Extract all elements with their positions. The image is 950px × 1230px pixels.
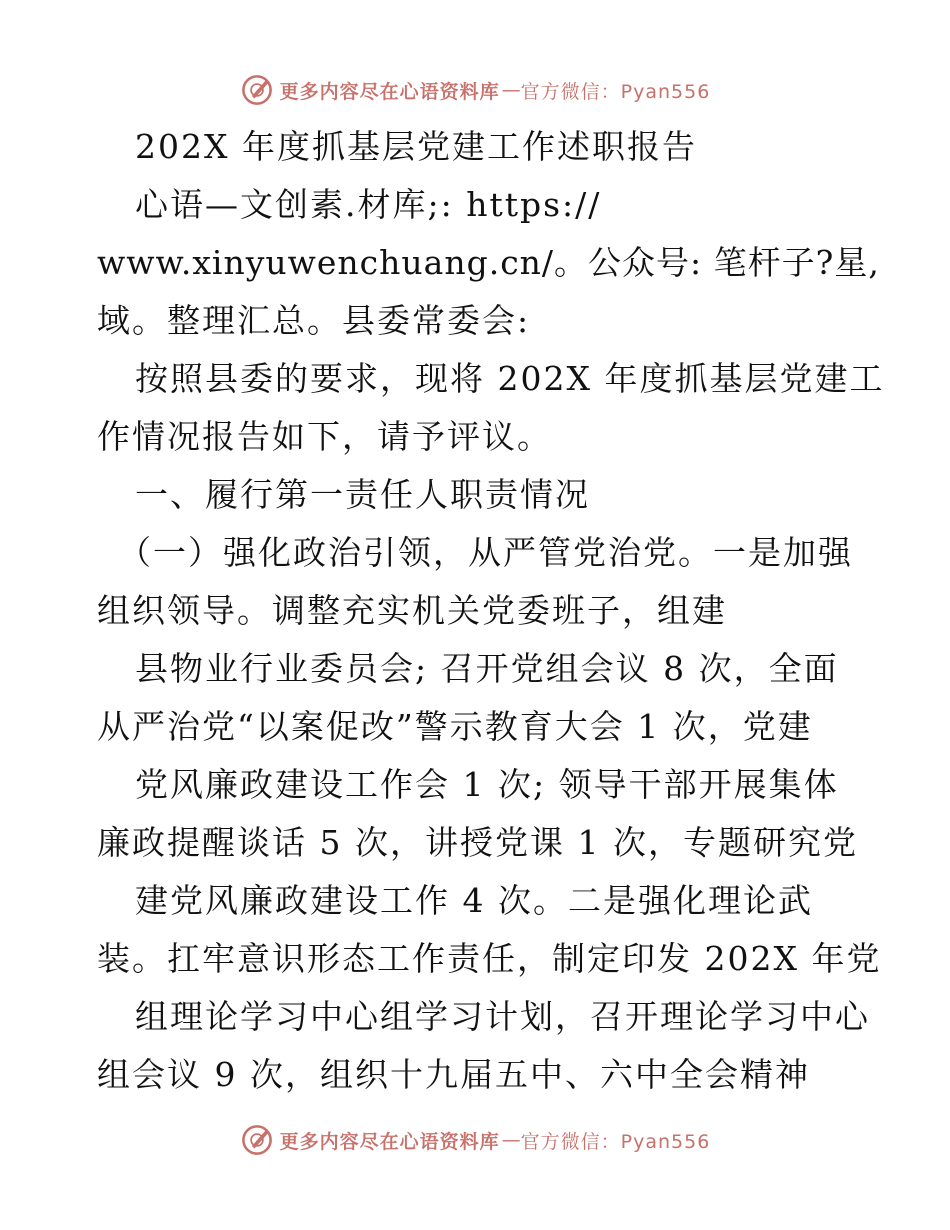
logo-icon — [240, 1123, 274, 1157]
text-line: 建党风廉政建设工作 4 次。二是强化理论武 — [135, 881, 813, 920]
text-line: 作情况报告如下，请予评议。 — [97, 417, 552, 456]
footer-banner — [0, 1120, 950, 1160]
banner-contact: 官方微信：Pyan556 — [520, 80, 711, 103]
text-line: 县物业行业委员会; 召开党组会议 8 次，全面 — [135, 649, 839, 688]
text-line: 按照县委的要求，现将 202X 年度抓基层党建工 — [135, 359, 885, 398]
document-title: 202X 年度抓基层党建工作述职报告 — [135, 127, 697, 166]
text-line: 组织领导。调整充实机关党委班子，组建 — [97, 591, 727, 630]
text-line: www.xinyuwenchuang.cn/。公众号: 笔杆子?星, — [97, 243, 880, 282]
text-line: 组理论学习中心组学习计划，召开理论学习中心 — [135, 997, 870, 1036]
text-line: 组会议 9 次，组织十九届五中、六中全会精神 — [97, 1055, 810, 1094]
banner-brand: 更多内容尽在心语资料库 — [279, 1130, 500, 1153]
text-line: 心语—文创素.材库;: https:// — [135, 185, 602, 224]
banner-separator: — — [501, 79, 519, 101]
banner-brand: 更多内容尽在心语资料库 — [279, 80, 500, 103]
section-heading: 一、履行第一责任人职责情况 — [135, 475, 590, 514]
text-line: 装。扛牢意识形态工作责任，制定印发 202X 年党 — [97, 939, 882, 978]
text-line: 域。整理汇总。县委常委会: — [97, 301, 531, 340]
text-line: 廉政提醒谈话 5 次，讲授党课 1 次，专题研究党 — [97, 823, 858, 862]
subsection-heading: （一）强化政治引领，从严管党治党。一是加强 — [118, 533, 853, 572]
banner-separator: — — [501, 1129, 519, 1151]
banner-contact: 官方微信：Pyan556 — [520, 1130, 711, 1153]
text-line: 党风廉政建设工作会 1 次; 领导干部开展集体 — [135, 765, 839, 804]
text-line: 从严治党“以案促改”警示教育大会 1 次，党建 — [97, 707, 813, 746]
